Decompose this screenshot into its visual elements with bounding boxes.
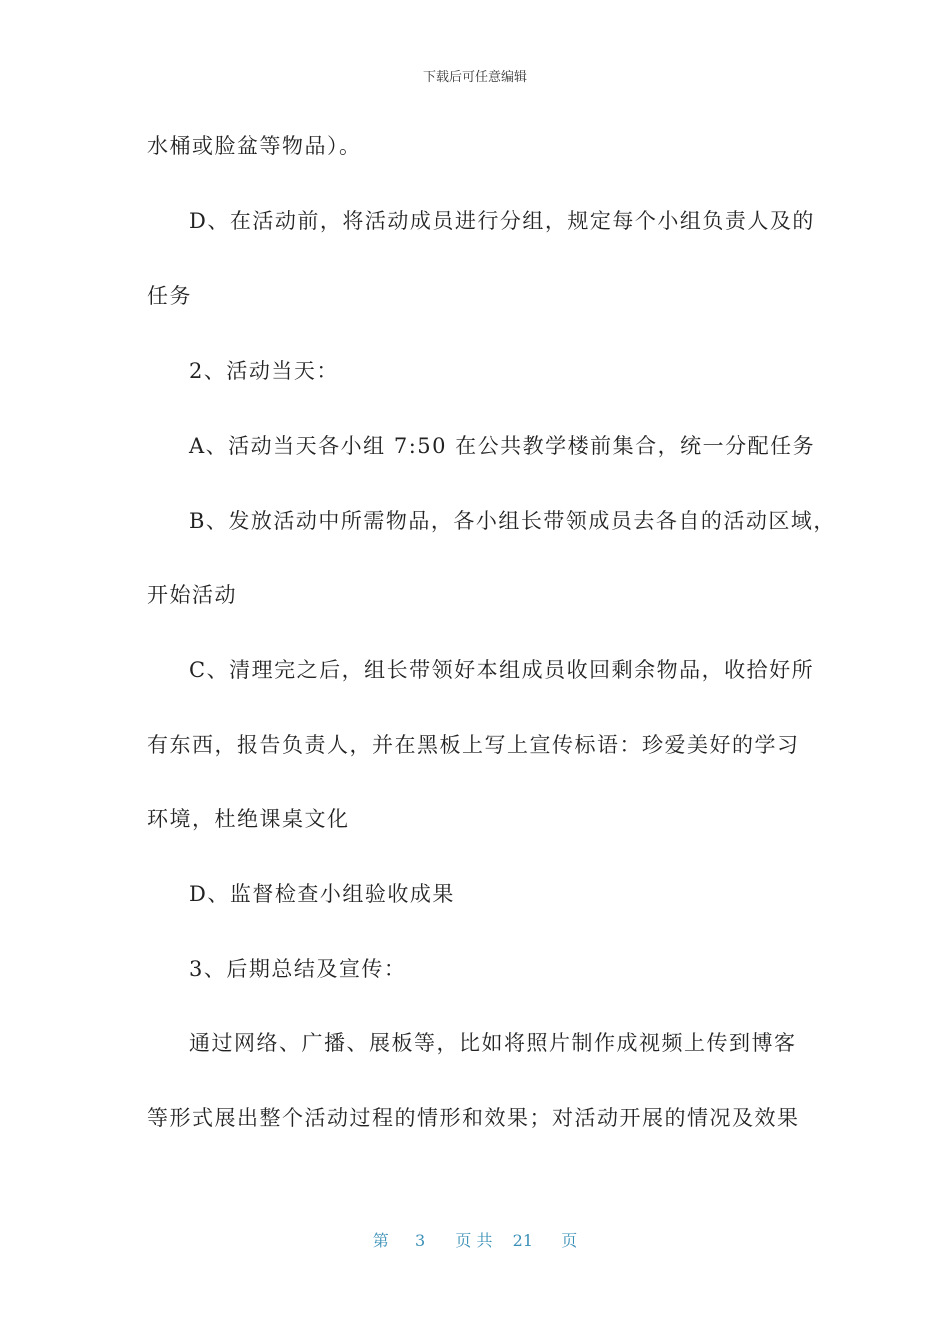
body-line: 环境，杜绝课桌文化	[147, 807, 350, 831]
body-line: 任务	[147, 284, 192, 308]
page-label-prefix: 第	[372, 1231, 389, 1250]
body-line: 通过网络、广播、展板等，比如将照片制作成视频上传到博客	[189, 1031, 797, 1055]
body-line: 开始活动	[147, 583, 237, 607]
page-label-mid: 页 共	[455, 1231, 493, 1250]
body-line: 3、后期总结及宣传：	[189, 957, 407, 981]
body-line: 2、活动当天：	[189, 359, 339, 383]
body-line: 等形式展出整个活动过程的情形和效果；对活动开展的情况及效果	[147, 1106, 800, 1130]
body-line: B、发放活动中所需物品，各小组长带领成员去各自的活动区域，	[189, 509, 836, 533]
header-note: 下载后可任意编辑	[422, 70, 527, 85]
page-label-suffix: 页	[561, 1231, 578, 1250]
body-line: D、监督检查小组验收成果	[189, 882, 455, 906]
body-line: 有东西，报告负责人，并在黑板上写上宣传标语：珍爱美好的学习	[147, 733, 800, 757]
current-page-number: 3	[414, 1231, 426, 1250]
total-pages-number: 21	[512, 1231, 533, 1250]
body-line: 水桶或脸盆等物品）。	[147, 134, 362, 158]
page-footer	[0, 1228, 950, 1251]
body-line: D、在活动前，将活动成员进行分组，规定每个小组负责人及的	[189, 209, 815, 233]
body-line: A、活动当天各小组 7:50 在公共教学楼前集合，统一分配任务	[189, 434, 816, 458]
body-line: C、清理完之后，组长带领好本组成员收回剩余物品，收拾好所	[189, 658, 815, 682]
